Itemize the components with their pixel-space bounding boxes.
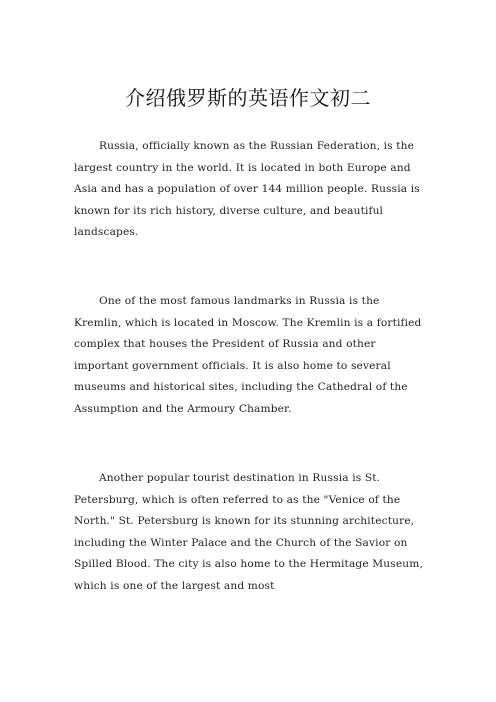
paragraph-2: One of the most famous landmarks in Russia is the Kremlin, which is located in Moscow. The Kremlin is a fortified complex that houses the President of Russia and other important government officials. It is also home to several museums and historical sites, including the Cathedral of the Assumption and the Armoury Chamber. bbox=[74, 295, 422, 415]
paragraph-1: Russia, officially known as the Russian Federation, is the largest country in the world. It is located in both Europe and Asia and has a population of over 144 million people. Russia is known for its rich history, diverse culture, and beautiful landscapes. bbox=[74, 140, 420, 238]
document-title: 介绍俄罗斯的英语作文初二 bbox=[125, 86, 371, 110]
paragraph-3: Another popular tourist destination in Russia is St. Petersburg, which is often referred to as the "Venice of the North." St. Petersburg is known for its stunning architecture, including the Winter Palace and the Church of the Savior on Spilled Blood. The city is also home to the Hermitage Museum, which is one of the largest and most bbox=[74, 472, 423, 592]
